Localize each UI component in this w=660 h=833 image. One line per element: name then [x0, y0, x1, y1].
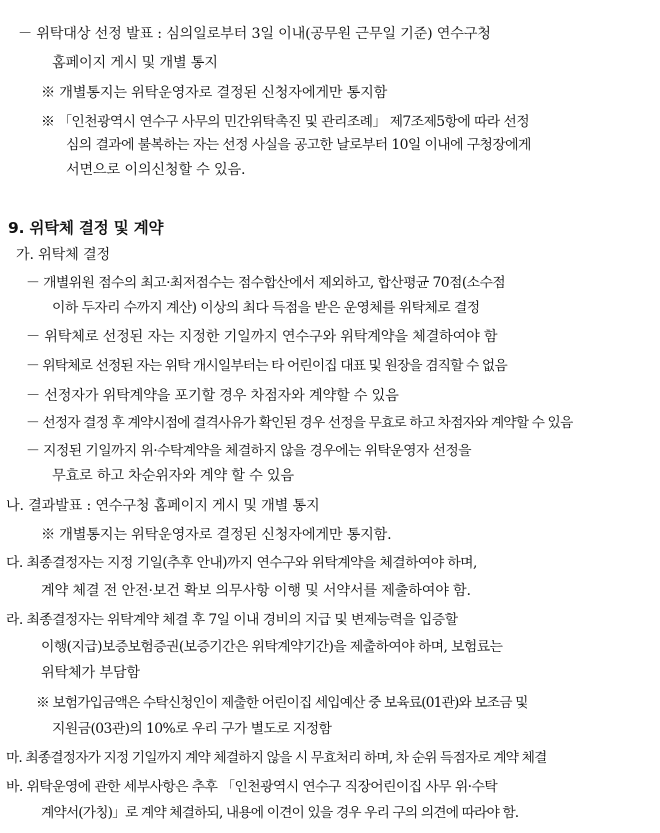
- text-line-27: 바. 위탁운영에 관한 세부사항은 추후 「인천광역시 연수구 직장어린이집 사무 위·수탁: [6, 779, 498, 795]
- text-line-19: 다. 최종결정자는 지정 기일(추후 안내)까지 연수구와 위탁계약을 체결하여야 하며,: [6, 555, 477, 571]
- text-line-4: ※ 「인천광역시 연수구 사무의 민간위탁촉진 및 관리조례」 제7조제5항에 따라 선정: [41, 114, 530, 130]
- section-heading: 9. 위탁체 결정 및 계약: [8, 219, 164, 237]
- text-line-23: 위탁체가 부담함: [41, 665, 140, 681]
- text-line-18: ※ 개별통지는 위탁운영자로 결정된 신청자에게만 통지함.: [41, 527, 392, 543]
- text-line-28: 계약서(가칭)」로 계약 체결하되, 내용에 이견이 있을 경우 우리 구의 의견에 따라야 함.: [41, 805, 519, 821]
- text-line-10: 이하 두자리 수까지 계산) 이상의 최다 득점을 받은 운영체를 위탁체로 결정: [52, 300, 480, 316]
- text-line-2: 홈페이지 게시 및 개별 통지: [52, 55, 218, 71]
- text-line-21: 라. 최종결정자는 위탁계약 체결 후 7일 이내 경비의 지급 및 변제능력을 입증할: [6, 612, 458, 628]
- text-line-9: － 개별위원 점수의 최고·최저점수는 점수합산에서 제외하고, 합산평균 70점(소수점: [26, 275, 506, 291]
- text-line-17: 나. 결과발표 : 연수구청 홈페이지 게시 및 개별 통지: [6, 498, 320, 514]
- text-line-22: 이행(지급)보증보험증권(보증기간은 위탁계약기간)을 제출하여야 하며, 보험료는: [41, 639, 503, 655]
- text-line-8: 가. 위탁체 결정: [16, 247, 110, 263]
- text-line-5: 심의 결과에 불복하는 자는 선정 사실을 공고한 날로부터 10일 이내에 구청장에게: [66, 137, 531, 153]
- text-line-11: － 위탁체로 선정된 자는 지정한 기일까지 연수구와 위탁계약을 체결하여야 함: [26, 329, 498, 345]
- text-line-14: － 선정자 결정 후 계약시점에 결격사유가 확인된 경우 선정을 무효로 하고 차점자와 계약할 수 있음: [26, 415, 573, 431]
- text-line-6: 서면으로 이의신청할 수 있음.: [66, 162, 246, 178]
- text-line-24: ※ 보험가입금액은 수탁신청인이 제출한 어린이집 세입예산 중 보육료(01관)와 보조금 및: [36, 695, 528, 711]
- text-line-20: 계약 체결 전 안전·보건 확보 의무사항 이행 및 서약서를 제출하여야 함.: [41, 583, 471, 599]
- text-line-12: － 위탁체로 선정된 자는 위탁 개시일부터는 타 어린이집 대표 및 원장을 겸직할 수 없음: [26, 358, 507, 374]
- text-line-25: 지원금(03관)의 10%로 우리 구가 별도로 지정함: [52, 721, 332, 737]
- text-line-15: － 지정된 기일까지 위·수탁계약을 체결하지 않을 경우에는 위탁운영자 선정을: [26, 443, 472, 459]
- text-line-1: － 위탁대상 선정 발표 : 심의일로부터 3일 이내(공무원 근무일 기준) 연수구청: [18, 26, 491, 42]
- text-line-3: ※ 개별통지는 위탁운영자로 결정된 신청자에게만 통지함: [41, 85, 388, 101]
- text-line-26: 마. 최종결정자가 지정 기일까지 계약 체결하지 않을 시 무효처리 하며, 차 순위 득점자로 계약 체결: [6, 750, 547, 766]
- text-line-16: 무효로 하고 차순위자와 계약 할 수 있음: [52, 468, 294, 484]
- text-line-13: － 선정자가 위탁계약을 포기할 경우 차점자와 계약할 수 있음: [26, 388, 399, 404]
